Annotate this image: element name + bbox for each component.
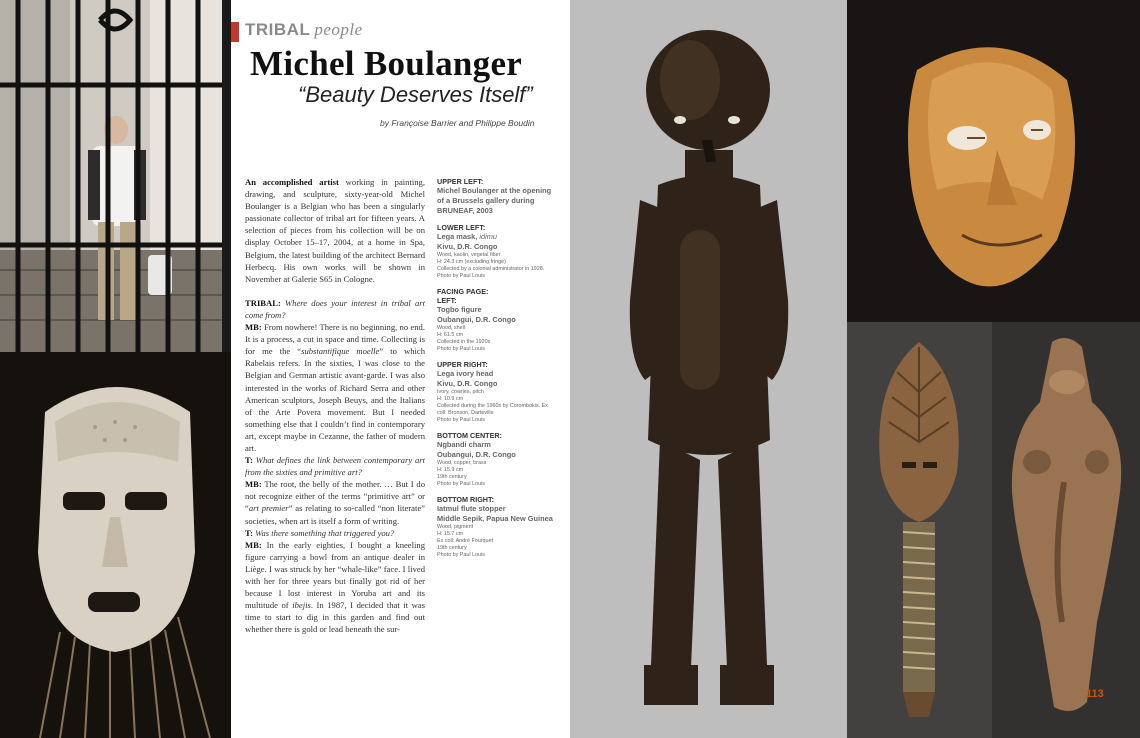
- caption-detail: Collected in the 1920s: [437, 339, 491, 345]
- caption-bottom-right: [437, 495, 555, 559]
- article-subtitle: “Beauty Deserves Itself”: [298, 82, 533, 107]
- caption-bottom-center: [437, 431, 555, 488]
- answer-1-part1: From nowhere! There is no beginning, no end. It is a process, a cut in space and time. Collecting is for me the “: [245, 322, 425, 357]
- caption-title: Togbo figure: [437, 305, 482, 314]
- caption-heading: FACING PAGE:: [437, 287, 489, 296]
- answer-1-part2: ” to which Rabelais refers. In the sixties, I was close to the Belgian and German artistic avant-garde. I was also interested in the works of Richard Serra and other American sculptors, Joseph Beuys, and the Italians of the Arte Povera movement. But I needed something else that I couldn’t find in contemporary art, except maybe in Cezanne, the father of modern art.: [245, 346, 425, 453]
- answer-2-quote: art premier: [248, 503, 289, 514]
- photo-lega-mask: [0, 352, 231, 738]
- caption-detail: H: 15.7 cm: [437, 531, 464, 537]
- caption-detail: Photo by Paul Louis: [437, 273, 485, 279]
- caption-detail: Wood, shell: [437, 325, 466, 331]
- caption-detail: Wood, kaolin, vegetal fiber: [437, 252, 501, 258]
- lega-mask-illustration: [0, 352, 231, 738]
- answer-2-label: MB:: [245, 479, 262, 490]
- intro-lead: An accomplished artist: [245, 177, 339, 187]
- caption-detail: H: 24.3 cm (excluding fringe): [437, 259, 506, 265]
- answer-2: [245, 478, 425, 526]
- caption-heading: BOTTOM CENTER:: [437, 431, 502, 440]
- caption-facing-left: [437, 287, 555, 353]
- kicker-word: people: [314, 20, 363, 39]
- caption-title: Michel Boulanger at the opening of a Brussels gallery during BRUNEAF, 2003: [437, 186, 552, 215]
- question-2: [245, 454, 425, 478]
- caption-title: [437, 232, 555, 242]
- answer-1: [245, 321, 425, 454]
- caption-origin: Oubangui, D.R. Congo: [437, 450, 516, 459]
- caption-detail: 19th century: [437, 474, 467, 480]
- section-accent-bar: [231, 22, 239, 42]
- caption-upper-left: [437, 177, 555, 216]
- answer-1-label: MB:: [245, 322, 262, 333]
- caption-title: Ngbandi charm: [437, 440, 491, 449]
- answer-2-part1: The root, the belly of the mother. … But I do not recognize either of the terms “primitive art” or “: [245, 479, 425, 514]
- ivory-head-illustration: [847, 0, 1140, 322]
- caption-detail: Photo by Paul Louis: [437, 481, 485, 487]
- article-byline: by Françoise Barrier and Philippe Boudin: [380, 118, 535, 128]
- kicker-section: TRIBAL: [245, 20, 311, 39]
- article-body: [245, 176, 425, 635]
- question-3-label: T:: [245, 527, 253, 538]
- article-title: Michel Boulanger: [250, 44, 523, 83]
- caption-lower-left: [437, 223, 555, 280]
- caption-detail: Photo by Paul Louis: [437, 346, 485, 352]
- caption-detail: Ex coll: André Fourquet: [437, 538, 494, 544]
- caption-title: Lega ivory head: [437, 369, 494, 378]
- caption-heading: BOTTOM RIGHT:: [437, 495, 494, 504]
- caption-heading: LOWER LEFT:: [437, 223, 486, 232]
- flute-stopper-illustration: [992, 322, 1140, 738]
- caption-title: Iatmul flute stopper: [437, 504, 506, 513]
- question-2-text: What defines the link between contemporary art from the sixties and primitive art?: [245, 455, 425, 478]
- answer-1-quote: substantifique moelle: [301, 346, 380, 357]
- caption-detail: Wood, copper, brass: [437, 460, 487, 466]
- caption-detail: Collected during the 1960s by Corombokis. Ex coll: Bronson, Darteville: [437, 403, 548, 416]
- question-1-text: Where does your interest in tribal art come from?: [245, 297, 425, 320]
- caption-detail: H: 10.9 cm: [437, 396, 464, 402]
- caption-origin: Kivu, D.R. Congo: [437, 379, 498, 388]
- answer-2-part2: ” as relating to so-called “non literate” societies, when art is itself a form of writing.: [245, 503, 425, 526]
- caption-detail: Collected by a colonial administrator in 1928.: [437, 266, 545, 272]
- answer-3-part1: In the early eighties, I bought a kneeling figure carrying a bowl from an antique dealer in Liège. I was struck by her “whale-like” face. I lived with her for three years but finally got rid of her because I lost interest in Yoruba art and its multitude of: [245, 539, 425, 611]
- caption-detail: 19th century: [437, 545, 467, 551]
- question-3: [245, 527, 425, 539]
- caption-detail: Wood, pigment: [437, 524, 474, 530]
- intro-text: working in painting, drawing, and sculpture, sixty-year-old Michel Boulanger is a Belgian who has been a singularly passionate collector of tribal art for fifteen years. A selection of pieces from his collection will be on display October 15–17, 2004, at a home in Spa, Belgium, the latest building of the architect Bernard Herbecq. His own works will be shown in November at Galerie S65 in Cologne.: [245, 177, 425, 284]
- caption-title-italic: idimu: [479, 232, 497, 241]
- caption-heading: UPPER LEFT:: [437, 177, 484, 186]
- caption-heading: UPPER RIGHT:: [437, 360, 488, 369]
- answer-3: [245, 539, 425, 636]
- question-3-text: Was there something that triggered you?: [252, 527, 395, 538]
- caption-detail: H: 15.9 cm: [437, 467, 464, 473]
- photo-lega-ivory-head: [847, 0, 1140, 322]
- question-2-label: T:: [245, 455, 253, 466]
- ngbandi-charm-illustration: [847, 322, 992, 738]
- page-number: 113: [1086, 688, 1104, 700]
- photo-togbo-figure: [570, 0, 847, 738]
- answer-3-part2: . In 1987, I decided that it was time to start to dig in this garden and find out whether there is gold or lead beneath the sur-: [245, 600, 425, 635]
- gate-illustration: [0, 0, 231, 352]
- question-1-label: TRIBAL:: [245, 297, 281, 308]
- question-1: [245, 297, 425, 321]
- answer-3-italic: ibejis: [292, 600, 311, 611]
- photo-captions: [437, 177, 555, 566]
- caption-detail: Photo by Paul Louis: [437, 552, 485, 558]
- togbo-figure-illustration: [570, 0, 847, 738]
- section-kicker: [245, 20, 363, 40]
- intro-paragraph: [245, 176, 425, 285]
- caption-detail: Ivory, cowries, pitch: [437, 389, 484, 395]
- photo-ngbandi-charm: [847, 322, 992, 738]
- photo-iatmul-flute-stopper: [992, 322, 1140, 738]
- caption-upper-right: [437, 360, 555, 424]
- photo-collector-at-gate: [0, 0, 231, 352]
- answer-3-label: MB:: [245, 539, 262, 550]
- caption-origin: Kivu, D.R. Congo: [437, 242, 498, 251]
- caption-detail: Photo by Paul Louis: [437, 417, 485, 423]
- caption-detail: H: 61.5 cm: [437, 332, 464, 338]
- caption-subheading: LEFT:: [437, 296, 457, 305]
- caption-origin: Middle Sepik, Papua New Guinea: [437, 514, 553, 523]
- caption-origin: Oubangui, D.R. Congo: [437, 315, 516, 324]
- caption-title-part: Lega mask,: [437, 232, 480, 241]
